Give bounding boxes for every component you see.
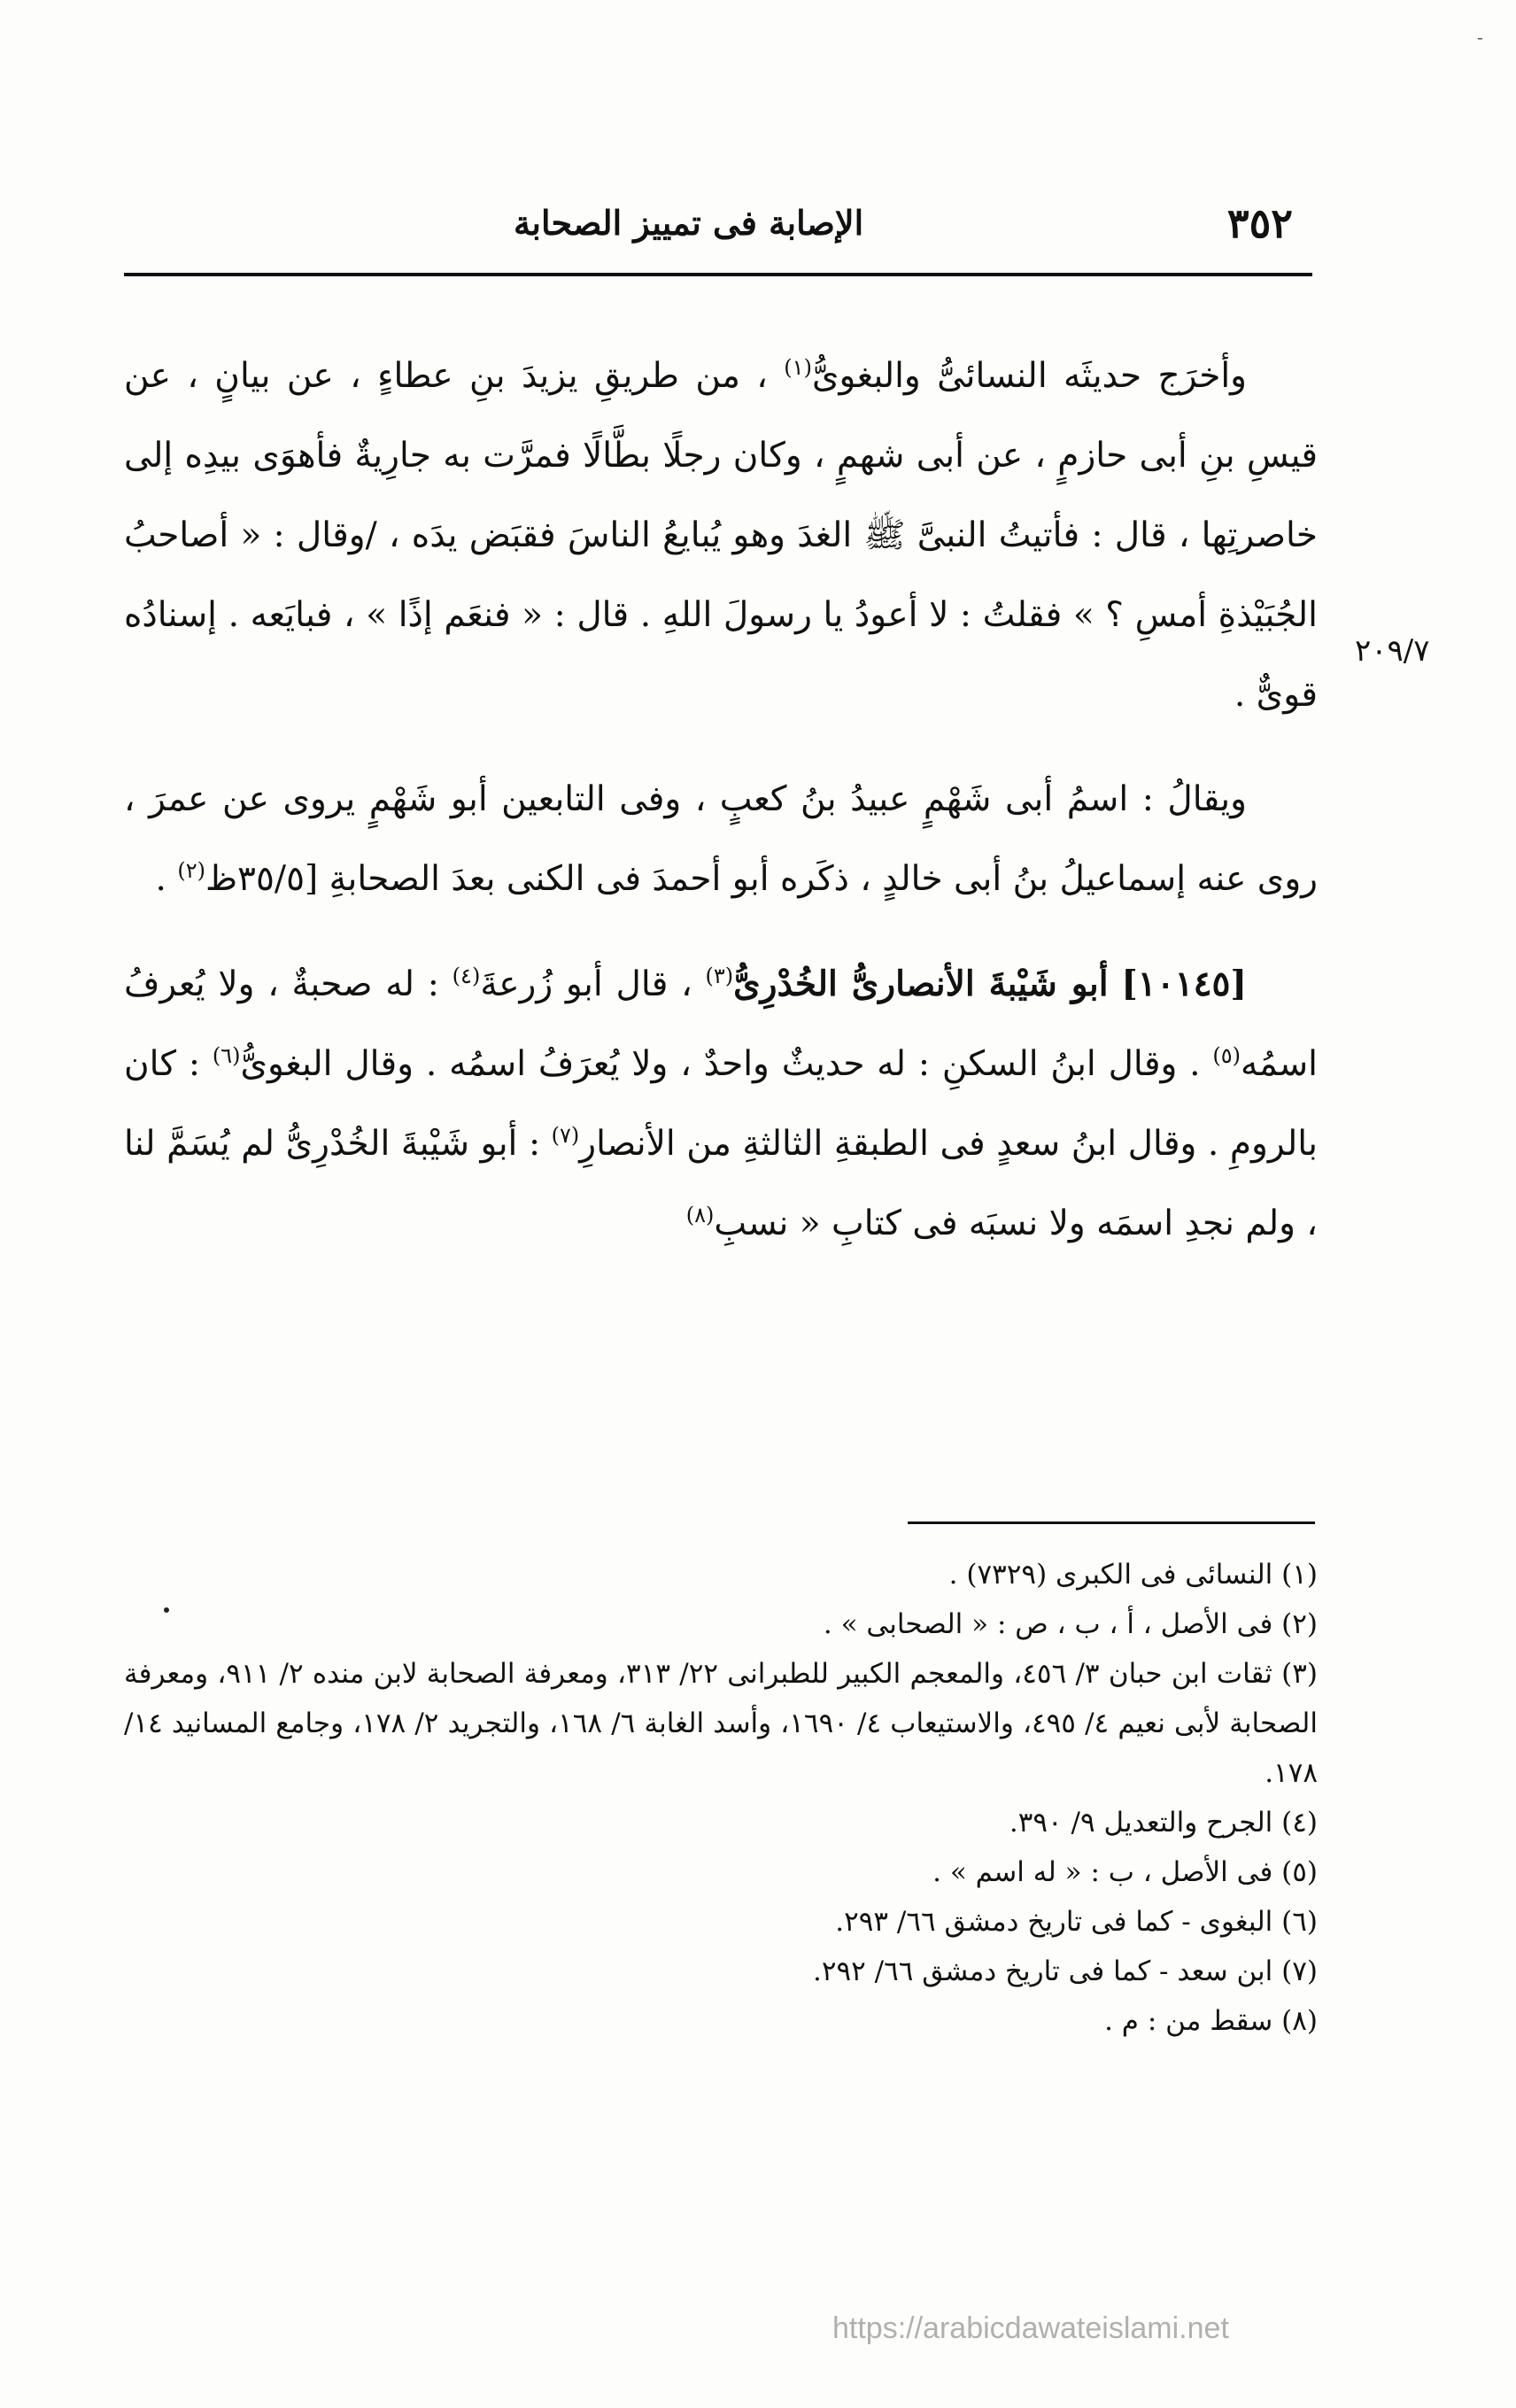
footnote-ref: (٦) (212, 1043, 241, 1068)
footnote-item: (٧) ابن سعد - كما فى تاريخ دمشق ٦٦/ ٢٩٢. (812, 1955, 1318, 1987)
footnote-ref: (٧) (551, 1123, 580, 1148)
header-rule (205, 273, 1312, 276)
page-header (124, 199, 1293, 252)
paragraph-name-note (124, 760, 1318, 919)
footnote-item: (٥) فى الأصل ، ب : « له اسم » . (932, 1856, 1318, 1888)
footnote-ref: (١) (784, 355, 812, 380)
paragraph-text: ويقالُ : اسمُ أبى شَهْمٍ عبيدُ بنُ كعبٍ ، وفى التابعين أبو شَهْمٍ يروى عن عمرَ ، روى عنه إسماعيلُ بنُ أبى خالدٍ ، ذكَره أبو أحمدَ فى الكنى بعدَ الصحابةِ (124, 779, 1318, 899)
entry-paragraph (124, 944, 1318, 1264)
entry-text: . وقال ابنُ السكنِ : له حديثٌ واحدٌ ، ولا يُعرَفُ اسمُه . وقال البغوىُّ (240, 1044, 1201, 1084)
footnote-item: (٢) فى الأصل ، أ ، ب ، ص : « الصحابى » . (823, 1608, 1318, 1640)
entry-number: [١٠١٤٥] (1121, 964, 1247, 1004)
main-text (124, 337, 1318, 1289)
footnote-ref: (٤) (452, 964, 481, 988)
footnote-rule (908, 1521, 1315, 1524)
footnote-ref: (٥) (1212, 1043, 1241, 1068)
entry-text: : له صحبةٌ ، ولا يُعرفُ اسمُه (124, 964, 1318, 1084)
watermark-url: https://arabicdawateislami.net (832, 2311, 1229, 2345)
entry-text: ، قال أبو زُرعةَ (480, 964, 692, 1004)
footnote-ref: (٨) (685, 1203, 715, 1227)
entry-text: : كان بالرومِ . وقال ابنُ سعدٍ فى الطبقةِ الثالثةِ من الأنصارِ (124, 1044, 1318, 1164)
footnote-item: (٣) ثقات ابن حبان ٣/ ٤٥٦، والمعجم الكبير للطبرانى ٢٢/ ٣١٣، ومعرفة الصحابة لابن منده ٢/ ٩١١، ومعرفة الصحابة لأبى نعيم ٤/ ٤٩٥، والاستيعاب ٤/ ١٦٩٠، وأسد الغابة ٦/ ١٦٨، والتجريد ٢/ ١٧٨، وجامع المسانيد ١٤/ ١٧٨. (124, 1658, 1318, 1789)
footnote-ref: (٣) (705, 964, 734, 988)
running-title: الإصابة فى تمييز الصحابة (514, 203, 864, 243)
paragraph-hadith (124, 337, 1318, 735)
footnote-item: (٦) البغوى - كما فى تاريخ دمشق ٦٦/ ٢٩٣. (835, 1906, 1318, 1938)
margin-tick-mark: - (1477, 27, 1483, 48)
entry-name: أبو شَيْبةَ الأنصارىُّ الخُدْرِىُّ (733, 964, 1109, 1004)
footnote-item: (٤) الجرح والتعديل ٩/ ٣٩٠. (1009, 1807, 1318, 1839)
footnote-ref: (٢) (177, 858, 205, 883)
paragraph-text: وأخرَج حديثَه النسائىُّ والبغوىُّ (811, 356, 1247, 396)
entry-text: : أبو شَيْبةَ الخُدْرِىُّ لم يُسَمَّ لنا ، ولم نجدِ اسمَه ولا نسبَه فى كتابِ « نسبِ (124, 1124, 1318, 1243)
header-rule-short (124, 273, 226, 276)
page-number: ٣٥٢ (1226, 199, 1293, 247)
footnote-item: (١) النسائى فى الكبرى (٧٣٢٩) . (948, 1559, 1318, 1591)
footnote-item: (٨) سقط من : م . (1104, 2005, 1318, 2037)
manuscript-ref: [٣٥/٥ظ (205, 859, 319, 899)
paragraph-text: . (155, 859, 166, 899)
footnotes (124, 1550, 1318, 2046)
margin-volume-page-note: ٢٠٩/٧ (1355, 633, 1430, 669)
paragraph-text: ، من طريقِ يزيدَ بنِ عطاءٍ ، عن بيانٍ ، عن قيسِ بنِ أبى حازمٍ ، عن أبى شهمٍ ، وكان رجلًا بطَّالًا فمرَّت به جارِيةٌ فأهوَى بيدِه إلى خاصرتِها ، قال : فأتيتُ النبىَّ ﷺ الغدَ وهو يُبايعُ الناسَ فقبَض يدَه ، /وقال : « أصاحبُ الجُبَيْذةِ أمسِ ؟ » فقلتُ : لا أعودُ يا رسولَ اللهِ . قال : « فنعَم إذًا » ، فبايَعه . إسنادُه قوىٌّ . (124, 356, 1318, 715)
